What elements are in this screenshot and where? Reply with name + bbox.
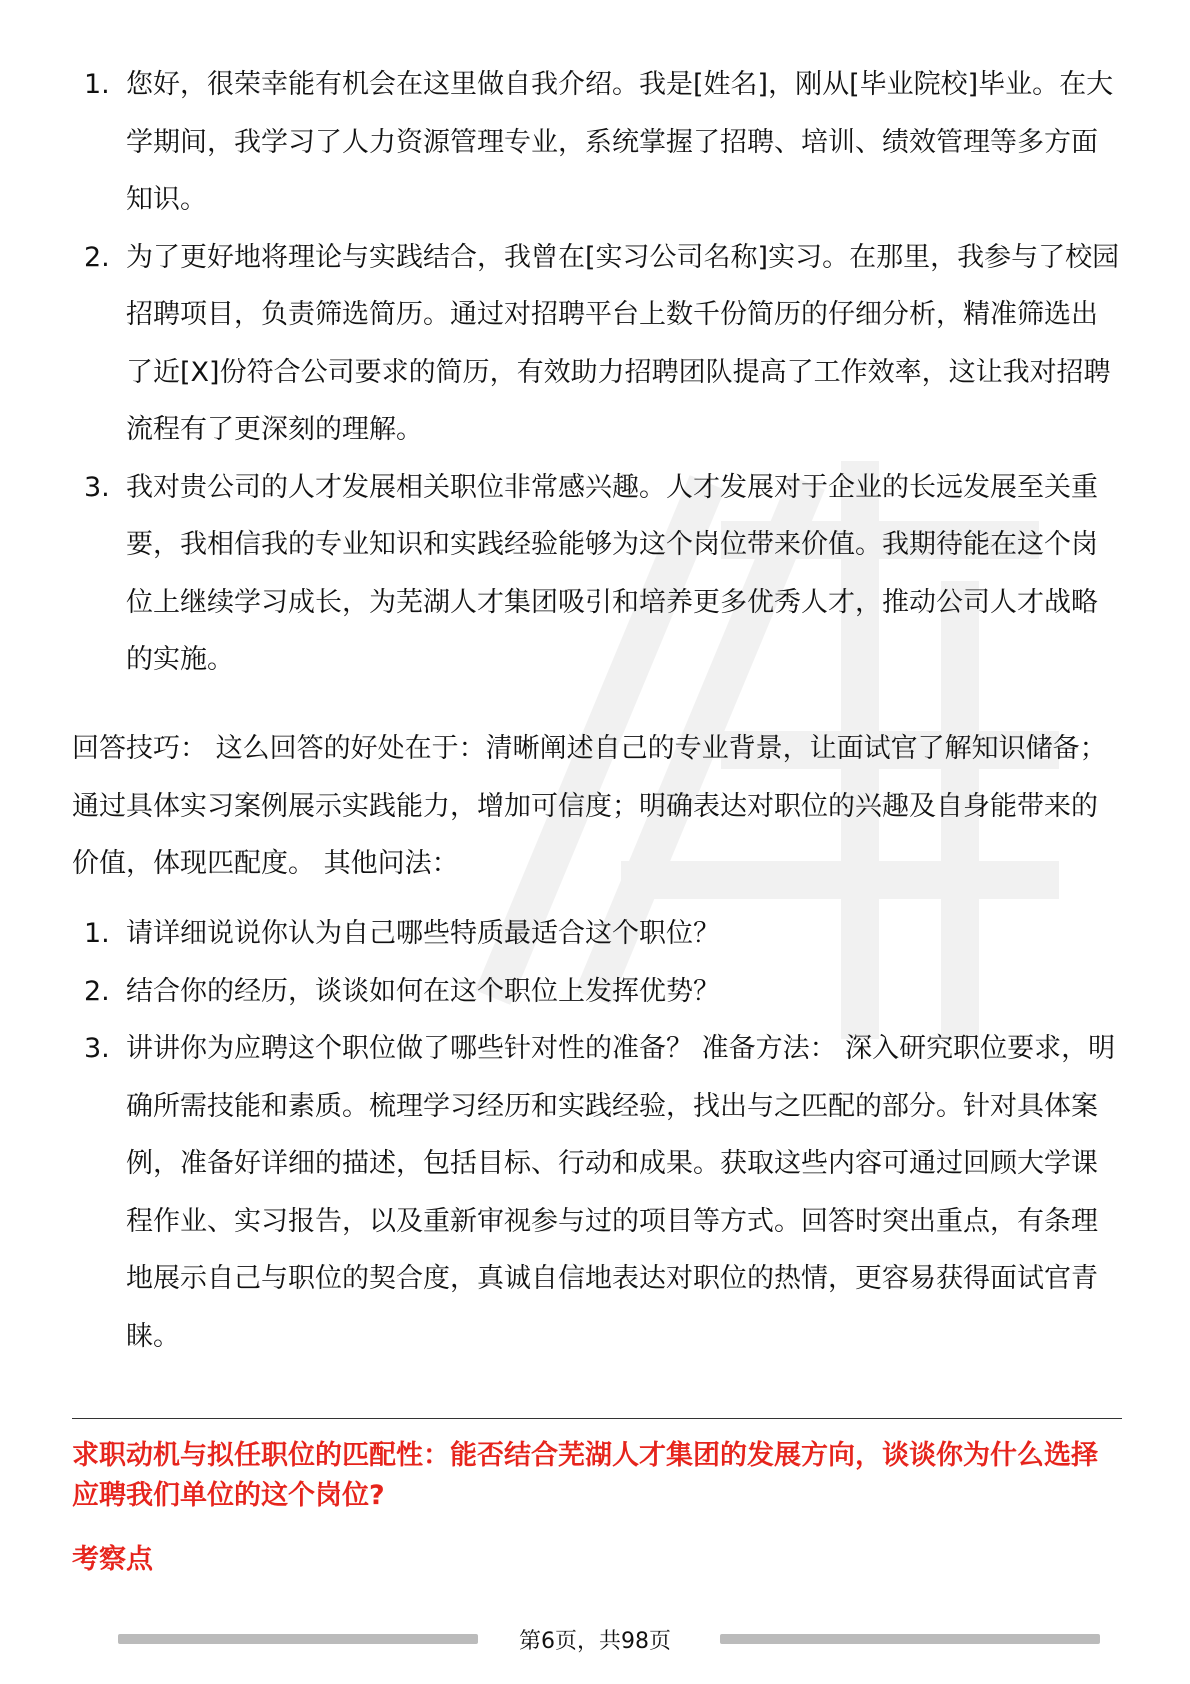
section-divider — [72, 1418, 1122, 1419]
page-indicator: 第6页，共98页 — [515, 1629, 675, 1654]
list-item-text: 我对贵公司的人才发展相关职位非常感兴趣。人才发展对于企业的长远发展至关重要，我相信我的专业知识和实践经验能够为这个岗位带来价值。我期待能在这个岗位上继续学习成长，为芜湖人才集团吸引和培养更多优秀人才，推动公司人才战略的实施。 — [126, 471, 1098, 675]
answer-tips-paragraph: 回答技巧： 这么回答的好处在于：清晰阐述自己的专业背景，让面试官了解知识储备；通过具体实习案例展示实践能力，增加可信度；明确表达对职位的兴趣及自身能带来的价值，体现匹配度。 其他问法： — [72, 733, 1107, 879]
alternative-questions-list — [72, 905, 1122, 1365]
answer-list — [72, 56, 1122, 689]
list-item — [72, 905, 1122, 963]
list-item — [72, 459, 1122, 689]
list-item — [72, 963, 1122, 1021]
list-item — [72, 229, 1122, 459]
list-item-text: 为了更好地将理论与实践结合，我曾在[实习公司名称]实习。在那里，我参与了校园招聘项目，负责筛选简历。通过对招聘平台上数千份简历的仔细分析，精准筛选出了近[X]份符合公司要求的简历，有效助力招聘团队提高了工作效率，这让我对招聘流程有了更深刻的理解。 — [126, 241, 1120, 445]
list-number: 2. — [84, 241, 110, 273]
list-number: 3. — [84, 1033, 110, 1064]
list-number: 2. — [84, 975, 110, 1007]
list-number: 1. — [84, 918, 110, 949]
list-item-text: 请详细说说你认为自己哪些特质最适合这个职位？ — [126, 918, 720, 949]
assessment-points-heading: 考察点 — [72, 1544, 153, 1575]
list-number: 1. — [84, 69, 110, 100]
list-item-text: 您好，很荣幸能有机会在这里做自我介绍。我是[姓名]，刚从[毕业院校]毕业。在大学期间，我学习了人力资源管理专业，系统掌握了招聘、培训、绩效管理等多方面知识。 — [126, 69, 1114, 215]
list-item — [72, 1020, 1122, 1365]
list-number: 3. — [84, 471, 110, 503]
list-item-text: 讲讲你为应聘这个职位做了哪些针对性的准备？ 准备方法： 深入研究职位要求，明确所需技能和素质。梳理学习经历和实践经验，找出与之匹配的部分。针对具体案例，准备好详细的描述，包括目标、行动和成果。获取这些内容可通过回顾大学课程作业、实习报告，以及重新审视参与过的项目等方式。回答时突出重点，有条理地展示自己与职位的契合度，真诚自信地表达对职位的热情，更容易获得面试官青睐。 — [126, 1033, 1116, 1352]
page-footer — [0, 1628, 1190, 1656]
list-item-text: 结合你的经历，谈谈如何在这个职位上发挥优势？ — [126, 975, 720, 1007]
question-heading: 求职动机与拟任职位的匹配性：能否结合芜湖人才集团的发展方向，谈谈你为什么选择应聘我们单位的这个岗位? — [72, 1440, 1098, 1511]
list-item — [72, 56, 1122, 229]
